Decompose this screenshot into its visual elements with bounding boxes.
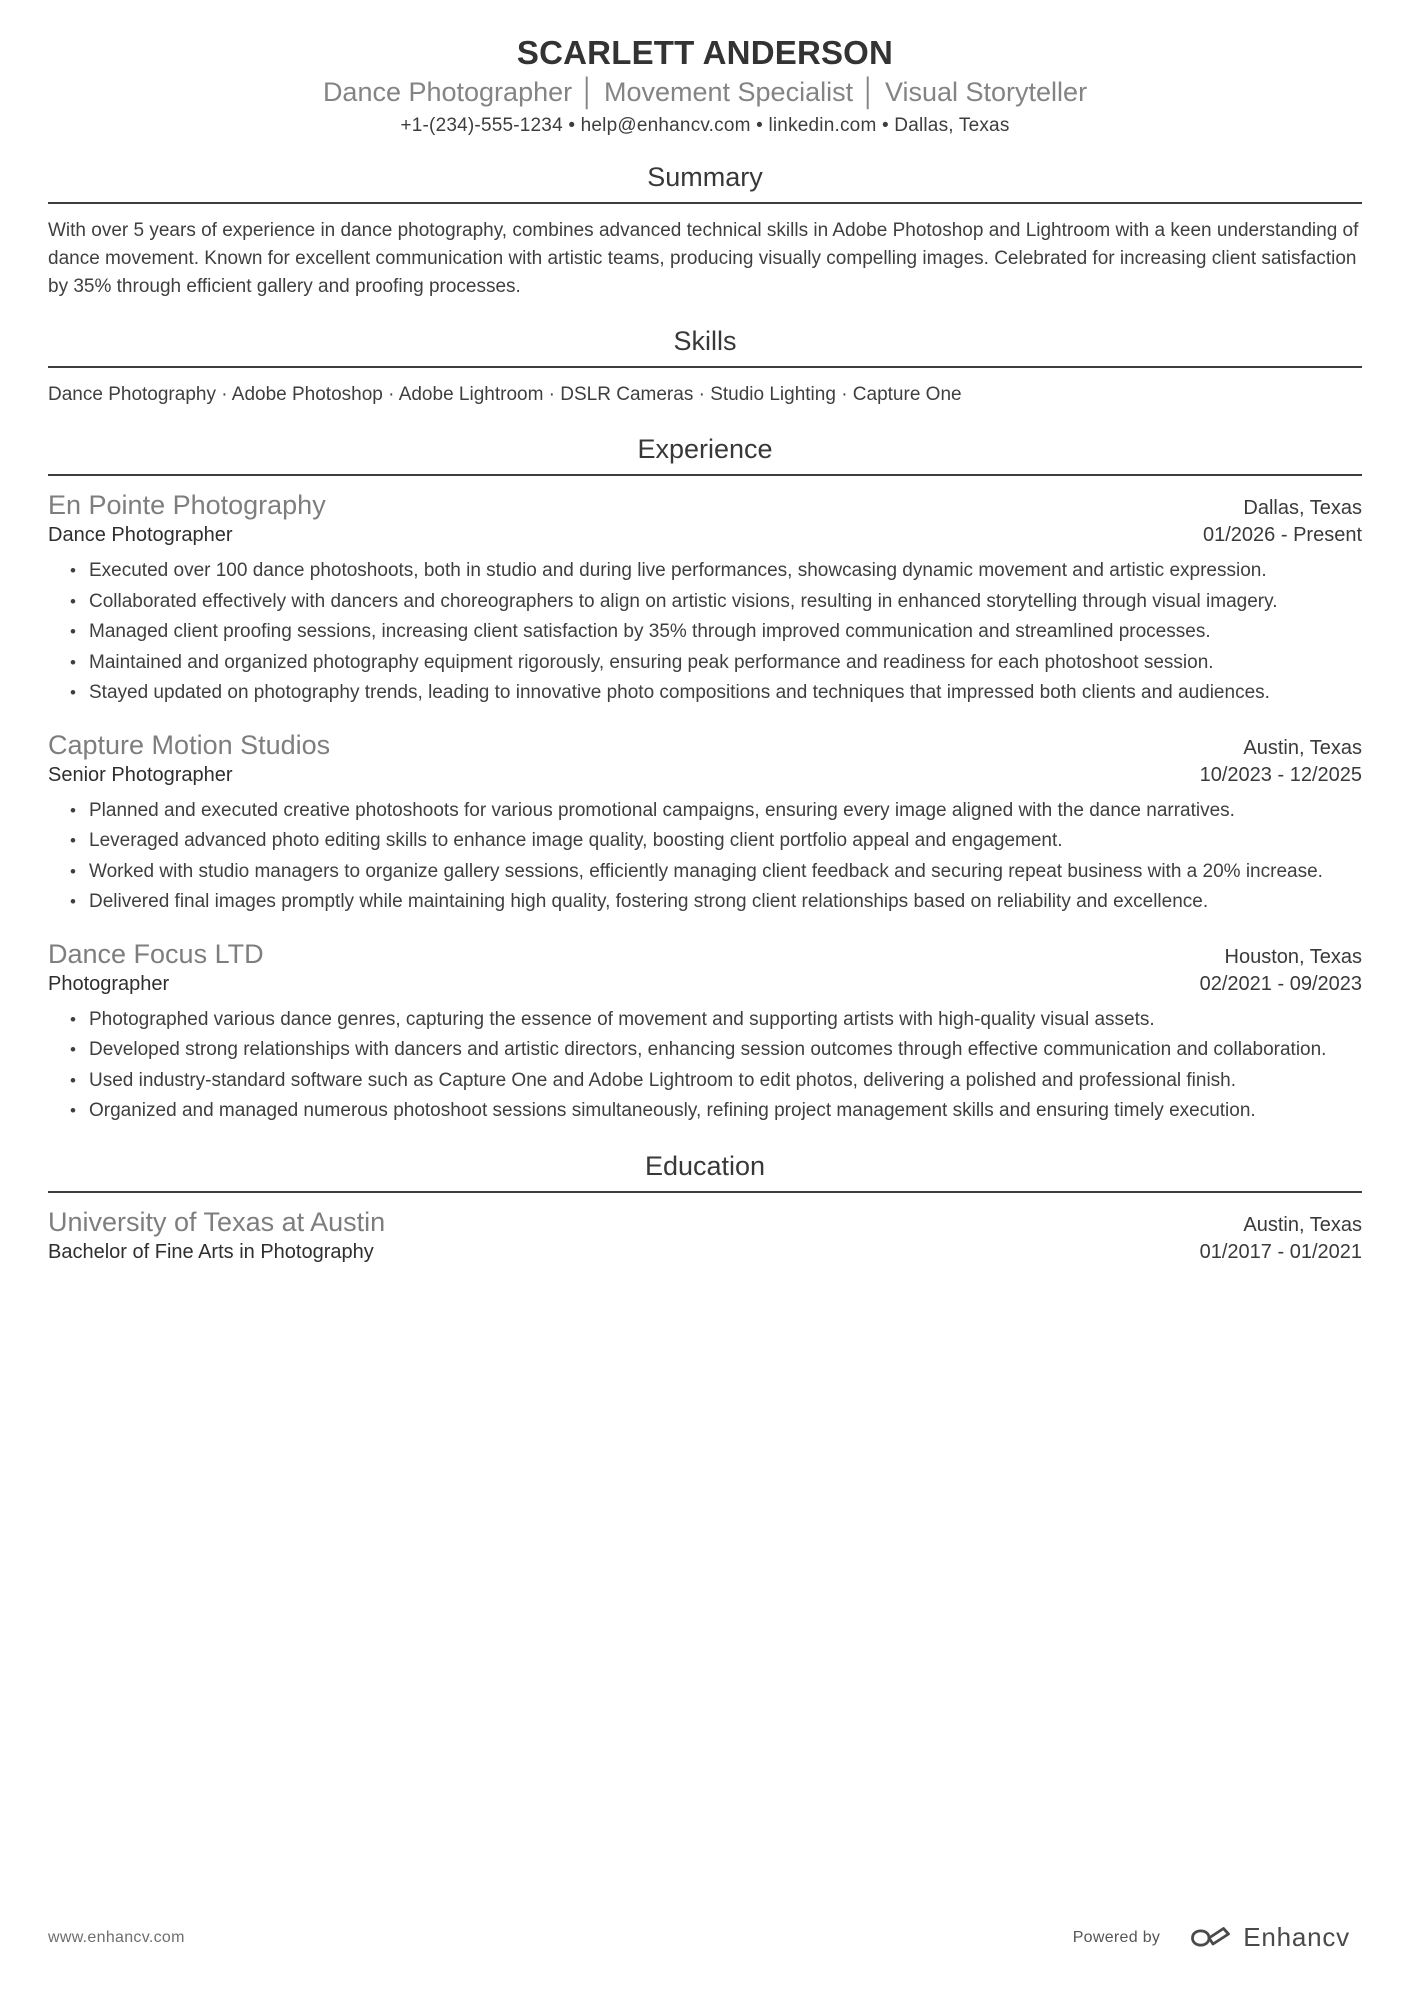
resume-header [48, 34, 1362, 137]
bullet-item: • Maintained and organized photography equipment rigorously, ensuring peak performance and readiness for each photoshoot session. [48, 649, 1362, 678]
experience-section [48, 434, 1362, 1126]
bullet-item: • Managed client proofing sessions, increasing client satisfaction by 35% through improved communication and streamlined processes. [48, 618, 1362, 647]
experience-entry [48, 939, 1362, 1126]
bullet-item: • Organized and managed numerous photoshoot sessions simultaneously, refining project management skills and ensuring timely execution. [48, 1097, 1362, 1126]
education-title: Education [644, 1150, 766, 1181]
experience-entry [48, 730, 1362, 917]
summary-divider [48, 202, 1362, 204]
summary-text: With over 5 years of experience in dance photography, combines advanced technical skills in Adobe Photoshop and Lightroom with a keen understanding of dance movement. Known for excellent communication with artistic teams, producing visually compelling images. Celebrated for increasing client satisfaction by 35% through efficient gallery and proofing processes. [48, 220, 1359, 297]
education-dates: 01/2017 - 01/2021 [1199, 1240, 1362, 1263]
job-location: Dallas, Texas [1243, 497, 1362, 519]
bullet-item: • Photographed various dance genres, capturing the essence of movement and supporting artists with high-quality visual assets. [48, 1006, 1362, 1035]
experience-entry [48, 490, 1362, 708]
job-location: Austin, Texas [1243, 736, 1362, 759]
skills-section [48, 326, 1362, 409]
candidate-headline: Dance Photographer │ Movement Specialist │ Visual Storyteller [322, 77, 1088, 107]
summary-title: Summary [647, 162, 763, 192]
brand-block [1073, 1922, 1350, 1953]
powered-by-label: Powered by [1072, 1928, 1161, 1946]
experience-title: Experience [637, 434, 773, 464]
bullet-item: • Developed strong relationships with dancers and artistic directors, enhancing session outcomes through effective communication and collaboration. [48, 1036, 1362, 1065]
enhancv-logo-icon [1186, 1923, 1232, 1953]
job-role: Dance Photographer [48, 524, 233, 546]
education-entry [48, 1207, 1362, 1264]
footer-site-link: www.enhancv.com [48, 1928, 185, 1946]
job-bullet-list [48, 797, 1362, 917]
job-location: Houston, Texas [1224, 945, 1362, 968]
skills-divider [48, 366, 1362, 368]
job-bullet-list [48, 1006, 1362, 1126]
job-dates: 02/2021 - 09/2023 [1199, 972, 1362, 995]
bullet-item: • Planned and executed creative photoshoots for various promotional campaigns, ensuring every image aligned with the dance narratives. [48, 797, 1362, 826]
contact-line: +1-(234)-555-1234 • help@enhancv.com • linkedin.com • Dallas, Texas [400, 115, 1010, 136]
degree-name: Bachelor of Fine Arts in Photography [48, 1240, 374, 1263]
bullet-item: • Collaborated effectively with dancers and choreographers to align on artistic visions, resulting in enhanced storytelling through visual imagery. [48, 588, 1362, 617]
job-dates: 01/2026 - Present [1203, 524, 1362, 546]
bullet-item: • Executed over 100 dance photoshoots, both in studio and during live performances, showcasing dynamic movement and artistic expression. [48, 557, 1362, 586]
bullet-item: • Worked with studio managers to organize gallery sessions, efficiently managing client feedback and securing repeat business with a 20% increase. [48, 858, 1362, 887]
job-role: Senior Photographer [48, 763, 233, 786]
job-dates: 10/2023 - 12/2025 [1199, 763, 1362, 786]
education-location: Austin, Texas [1243, 1213, 1362, 1236]
skills-title: Skills [673, 326, 737, 356]
bullet-item: • Stayed updated on photography trends, leading to innovative photo compositions and techniques that impressed both clients and audiences. [48, 679, 1362, 708]
job-bullet-list [48, 557, 1362, 708]
education-section [48, 1151, 1362, 1264]
company-name: Dance Focus LTD [48, 938, 264, 969]
company-name: Capture Motion Studios [48, 729, 331, 760]
company-name: En Pointe Photography [48, 490, 326, 520]
summary-section [48, 162, 1362, 301]
education-divider [48, 1191, 1362, 1193]
candidate-name: SCARLETT ANDERSON [516, 34, 894, 71]
bullet-item: • Delivered final images promptly while maintaining high quality, fostering strong client relationships based on reliability and excellence. [48, 888, 1362, 917]
institution-name: University of Texas at Austin [48, 1206, 386, 1237]
page-footer [48, 1922, 1350, 1953]
experience-divider [48, 474, 1362, 476]
bullet-item: • Used industry-standard software such as Capture One and Adobe Lightroom to edit photos, delivering a polished and professional finish. [48, 1067, 1362, 1096]
enhancv-wordmark: Enhancv [1243, 1922, 1350, 1952]
job-role: Photographer [48, 972, 170, 995]
bullet-item: • Leveraged advanced photo editing skills to enhance image quality, boosting client portfolio appeal and engagement. [48, 827, 1362, 856]
skills-line: Dance Photography · Adobe Photoshop · Adobe Lightroom · DSLR Cameras · Studio Lighting · Capture One [48, 384, 962, 405]
